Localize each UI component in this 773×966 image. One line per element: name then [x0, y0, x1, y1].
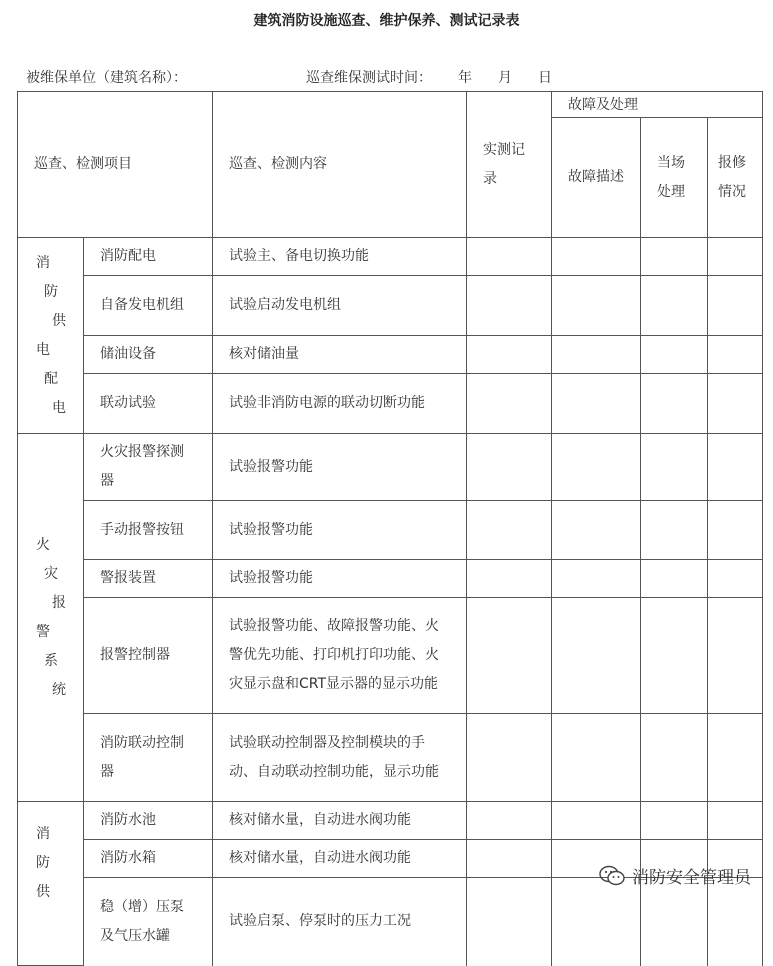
table-row	[18, 714, 763, 802]
fault-desc-cell[interactable]	[552, 598, 641, 714]
year-label: 年	[458, 70, 472, 86]
table-row	[18, 802, 763, 840]
table-row	[18, 878, 763, 966]
fault-desc-cell[interactable]	[552, 878, 641, 966]
record-cell[interactable]	[467, 434, 552, 501]
row-content: 试验报警功能	[213, 560, 467, 598]
table-row	[18, 501, 763, 560]
fault-desc-cell[interactable]	[552, 276, 641, 336]
header-row-1	[18, 92, 763, 118]
table-row	[18, 336, 763, 374]
header-on-site: 当场处理	[641, 118, 708, 238]
report-cell[interactable]	[708, 714, 763, 802]
record-cell[interactable]	[467, 276, 552, 336]
report-cell[interactable]	[708, 434, 763, 501]
on-site-cell[interactable]	[641, 434, 708, 501]
record-cell[interactable]	[467, 802, 552, 840]
table-row	[18, 238, 763, 276]
inspection-time	[306, 67, 552, 87]
row-item: 自备发电机组	[84, 276, 213, 336]
row-item: 稳（增）压泵及气压水罐	[84, 878, 213, 966]
row-content: 试验启泵、停泵时的压力工况	[213, 878, 467, 966]
header-content: 巡查、检测内容	[213, 92, 467, 238]
row-item: 报警控制器	[84, 598, 213, 714]
row-content: 试验联动控制器及控制模块的手动、自动联动控制功能，显示功能	[213, 714, 467, 802]
table-row	[18, 560, 763, 598]
record-cell[interactable]	[467, 374, 552, 434]
record-cell[interactable]	[467, 714, 552, 802]
report-cell[interactable]	[708, 276, 763, 336]
record-cell[interactable]	[467, 238, 552, 276]
wechat-icon	[598, 864, 626, 888]
record-cell[interactable]	[467, 840, 552, 878]
row-content: 试验主、备电切换功能	[213, 238, 467, 276]
report-cell[interactable]	[708, 802, 763, 840]
record-cell[interactable]	[467, 878, 552, 966]
watermark	[598, 863, 751, 888]
on-site-cell[interactable]	[641, 714, 708, 802]
on-site-cell[interactable]	[641, 598, 708, 714]
row-item: 消防配电	[84, 238, 213, 276]
report-cell[interactable]	[708, 374, 763, 434]
table-row	[18, 598, 763, 714]
maintained-unit-label: 被维保单位（建筑名称）：	[26, 70, 187, 86]
header-report: 报修情况	[708, 118, 763, 238]
fault-desc-cell[interactable]	[552, 238, 641, 276]
fault-desc-cell[interactable]	[552, 802, 641, 840]
report-cell[interactable]	[708, 560, 763, 598]
row-content: 试验启动发电机组	[213, 276, 467, 336]
row-content: 核对储油量	[213, 336, 467, 374]
fault-desc-cell[interactable]	[552, 714, 641, 802]
report-cell[interactable]	[708, 501, 763, 560]
row-content: 试验非消防电源的联动切断功能	[213, 374, 467, 434]
header-fault-desc: 故障描述	[552, 118, 641, 238]
report-cell[interactable]	[708, 598, 763, 714]
on-site-cell[interactable]	[641, 560, 708, 598]
fault-desc-cell[interactable]	[552, 374, 641, 434]
header-item: 巡查、检测项目	[18, 92, 213, 238]
fault-desc-cell[interactable]	[552, 560, 641, 598]
row-item: 联动试验	[84, 374, 213, 434]
on-site-cell[interactable]	[641, 501, 708, 560]
on-site-cell[interactable]	[641, 878, 708, 966]
record-table	[17, 91, 763, 966]
system-label-power: 消 防 供 电 配 电	[18, 238, 84, 434]
page-title: 建筑消防设施巡查、维护保养、测试记录表	[253, 13, 520, 29]
row-item: 消防水池	[84, 802, 213, 840]
table-row	[18, 374, 763, 434]
fault-desc-cell[interactable]	[552, 336, 641, 374]
row-item: 警报装置	[84, 560, 213, 598]
on-site-cell[interactable]	[641, 238, 708, 276]
row-item: 消防联动控制器	[84, 714, 213, 802]
row-item: 火灾报警探测器	[84, 434, 213, 501]
record-cell[interactable]	[467, 560, 552, 598]
fault-desc-cell[interactable]	[552, 501, 641, 560]
report-cell[interactable]	[708, 336, 763, 374]
row-item: 储油设备	[84, 336, 213, 374]
watermark-text: 消防安全管理员	[632, 868, 751, 888]
system-label-water: 消 防 供	[18, 802, 84, 966]
report-cell[interactable]	[708, 238, 763, 276]
month-label: 月	[498, 70, 512, 86]
fault-desc-cell[interactable]	[552, 434, 641, 501]
row-content: 试验报警功能	[213, 501, 467, 560]
row-content: 试验报警功能、故障报警功能、火警优先功能、打印机打印功能、火灾显示盘和CRT显示器的显示功能	[213, 598, 467, 714]
on-site-cell[interactable]	[641, 802, 708, 840]
on-site-cell[interactable]	[641, 276, 708, 336]
row-content: 核对储水量，自动进水阀功能	[213, 840, 467, 878]
header-record: 实测记录	[467, 92, 552, 238]
on-site-cell[interactable]	[641, 374, 708, 434]
row-content: 试验报警功能	[213, 434, 467, 501]
record-cell[interactable]	[467, 598, 552, 714]
on-site-cell[interactable]	[641, 336, 708, 374]
report-cell[interactable]	[708, 878, 763, 966]
row-item: 手动报警按钮	[84, 501, 213, 560]
table-row	[18, 276, 763, 336]
header-fault-group: 故障及处理	[552, 92, 763, 118]
system-label-fire-alarm: 火 灾 报 警 系 统	[18, 434, 84, 802]
row-content: 核对储水量，自动进水阀功能	[213, 802, 467, 840]
record-cell[interactable]	[467, 336, 552, 374]
table-row	[18, 434, 763, 501]
record-cell[interactable]	[467, 501, 552, 560]
row-item: 消防水箱	[84, 840, 213, 878]
day-label: 日	[538, 70, 552, 86]
inspection-time-label: 巡查维保测试时间：	[306, 70, 432, 86]
